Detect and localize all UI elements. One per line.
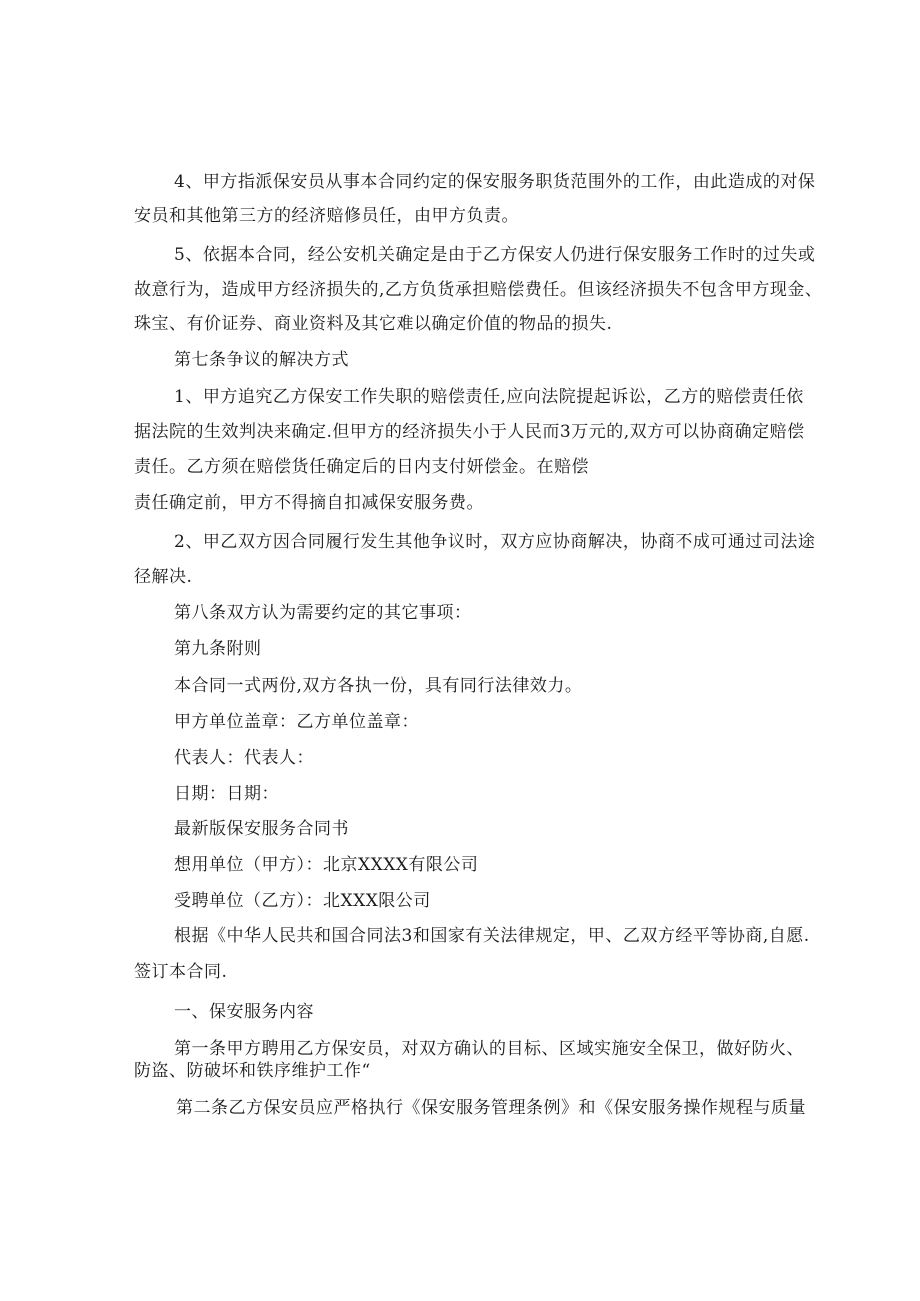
paragraph-line: 责任确定前，甲方不得摘自扣减保安服务费。 xyxy=(134,493,484,513)
paragraph-line: 第一条甲方聘用乙方保安员，对双方确认的目标、区域实施安全保卫，做好防火、 xyxy=(174,1039,804,1059)
party-line: 想用单位（甲方）：北京XXXX有限公司 xyxy=(174,855,479,875)
paragraph-line: 根据《中华人民共和国合同法3和国家有关法律规定，甲、乙双方经平等协商,自愿. xyxy=(174,926,810,946)
section-heading: 第七条争议的解决方式 xyxy=(174,350,349,370)
paragraph-line: 1、甲方追究乙方保安工作失职的赔偿责任,应向法院提起诉讼，乙方的赔偿责任依 xyxy=(174,387,804,407)
section-heading: 第八条双方认为需要约定的其它事项： xyxy=(174,603,472,623)
paragraph-line: 故意行为，造成甲方经济损失的,乙方负货承担赔偿费任。但该经济损失不包含甲方现金、 xyxy=(134,280,823,300)
paragraph-line: 珠宝、有价证券、商业资料及其它难以确定价值的物品的损失. xyxy=(134,314,613,334)
party-line: 受聘单位（乙方）：北XXX限公司 xyxy=(174,891,431,911)
section-heading: 一、保安服务内容 xyxy=(174,1002,314,1022)
paragraph-line: 4、甲方指派保安员从事本合同约定的保安服务职货范围外的工作，由此造成的对保 xyxy=(174,172,816,192)
paragraph-line: 安员和其他第三方的经济赔修员任，由甲方负责。 xyxy=(134,206,519,226)
signature-line: 日期：日期： xyxy=(174,784,279,804)
paragraph-line: 2、甲乙双方因合同履行发生其他争议时，双方应协商解决，协商不成可通过司法途 xyxy=(174,532,816,552)
section-heading: 第九条附则 xyxy=(174,639,262,659)
paragraph-line: 签订本合同. xyxy=(134,962,228,982)
paragraph-line: 本合同一式两份,双方各执一份，具有同行法律效力。 xyxy=(174,676,583,696)
paragraph-line: 防盗、防破坏和铁序维护工作“ xyxy=(134,1061,371,1081)
paragraph-line: 径解决. xyxy=(134,567,193,587)
paragraph-line: 据法院的生效判决来确定.但甲方的经济损失小于人民而3万元的,双方可以协商确定赔偿 xyxy=(134,422,805,442)
signature-line: 代表人：代表人： xyxy=(174,748,314,768)
paragraph-line: 责任。乙方须在赔偿货任确定后的日内支付妍偿金。在赔偿 xyxy=(134,457,589,477)
signature-line: 甲方单位盖章：乙方单位盖章： xyxy=(174,712,419,732)
paragraph-line: 5、依据本合同，经公安机关确定是由于乙方保安人仍进行保安服务工作时的过失或 xyxy=(174,245,816,265)
paragraph-line: 第二条乙方保安员应严格执行《保安服务管理条例》和《保安服务操作规程与质量 xyxy=(176,1098,806,1118)
document-title: 最新版保安服务合同书 xyxy=(174,819,349,839)
